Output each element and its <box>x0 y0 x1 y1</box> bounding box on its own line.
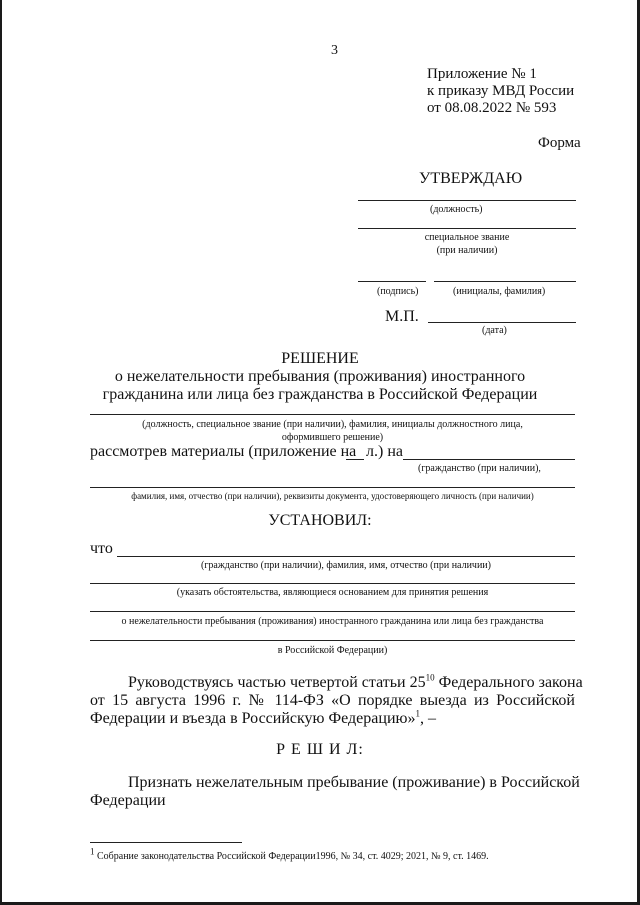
position-hint: (должность) <box>430 204 483 215</box>
official-hint-2: оформившего решение) <box>281 432 384 443</box>
decision-subtitle-2: гражданина или лица без гражданства в Российской Федерации <box>102 386 538 403</box>
article-superscript: 10 <box>425 672 435 683</box>
appendix-line-2: к приказу МВД России <box>427 83 575 99</box>
form-label: Форма <box>538 135 581 151</box>
in-rf-hint: в Российской Федерации) <box>277 645 388 656</box>
citizenship-name-hint: (гражданство (при наличии), фамилия, имя, отчество (при наличии) <box>201 560 491 571</box>
footnote-text: Собрание законодательства Российской Федерации1996, № 34, ст. 4029; 2021, № 9, ст. 1469. <box>97 851 489 862</box>
reviewed-text-after: л.) на <box>366 443 403 460</box>
reviewed-text-before: рассмотрев материалы (приложение на <box>90 443 357 460</box>
footnote-separator <box>90 842 242 843</box>
legal-basis-line-3 <box>90 710 436 728</box>
name-line[interactable] <box>434 281 576 282</box>
undesirability-hint: о нежелательности пребывания (проживания) иностранного гражданина или лица без гражданства <box>121 616 544 627</box>
stamp-label: М.П. <box>385 308 419 325</box>
approve-title: УТВЕРЖДАЮ <box>419 170 523 187</box>
page-number: 3 <box>331 43 338 58</box>
decision-subtitle-1: о нежелательности пребывания (проживания) иностранного <box>114 368 526 385</box>
legal-basis-line-1 <box>90 672 583 692</box>
official-hint-1: (должность, специальное звание (при наличии), фамилия, инициалы должностного лица, <box>142 419 523 430</box>
appendix-line-1: Приложение № 1 <box>427 66 537 82</box>
decided-title: Р Е Ш И Л: <box>276 741 364 758</box>
person-line[interactable] <box>90 487 575 488</box>
rank-hint-1: специальное звание <box>424 232 510 243</box>
legal-basis-text-3a: Федерации и въезда в Российскую Федерацию» <box>90 710 416 727</box>
rank-hint-2: (при наличии) <box>436 245 498 256</box>
signature-hint: (подпись) <box>377 286 419 297</box>
footnote-reference[interactable]: 1 <box>415 708 420 719</box>
rank-line[interactable] <box>358 228 576 229</box>
legal-basis-text-1a: Руководствуясь частью четвертой статьи 25 <box>128 674 426 691</box>
citizenship-line[interactable] <box>403 459 575 460</box>
scan-border-left <box>0 0 2 905</box>
circumstances-line[interactable] <box>90 583 575 584</box>
legal-basis-text-3b: , – <box>419 710 436 727</box>
legal-basis-text-1b: Федерального закона <box>434 674 583 691</box>
decision-title: РЕШЕНИЕ <box>281 350 359 367</box>
position-line[interactable] <box>358 200 576 201</box>
appendix-line-3: от 08.08.2022 № 593 <box>427 100 557 116</box>
that-word: что <box>90 540 113 557</box>
that-line[interactable] <box>117 556 575 557</box>
official-line[interactable] <box>90 414 575 415</box>
decided-line-1: Признать нежелательным пребывание (проживание) в Российской <box>128 774 580 791</box>
name-hint: (инициалы, фамилия) <box>453 286 546 297</box>
circumstances-hint: (указать обстоятельства, являющиеся основанием для принятия решения <box>176 587 489 598</box>
established-title: УСТАНОВИЛ: <box>268 512 372 529</box>
person-hint: фамилия, имя, отчество (при наличии), реквизиты документа, удостоверяющего личность (при наличии) <box>131 491 534 501</box>
footnote <box>90 846 489 862</box>
citizenship-hint: (гражданство (при наличии), <box>418 463 541 474</box>
footnote-mark: 1 <box>90 846 95 857</box>
date-hint: (дата) <box>482 325 507 336</box>
decided-line-2: Федерации <box>90 792 166 809</box>
pages-count-line[interactable] <box>346 459 364 460</box>
in-rf-line[interactable] <box>90 640 575 641</box>
date-line[interactable] <box>428 322 576 323</box>
undesirability-line[interactable] <box>90 611 575 612</box>
legal-basis-line-2: от 15 августа 1996 г. № 114-ФЗ «О порядке выезда из Российской <box>90 692 575 709</box>
signature-line[interactable] <box>358 281 426 282</box>
